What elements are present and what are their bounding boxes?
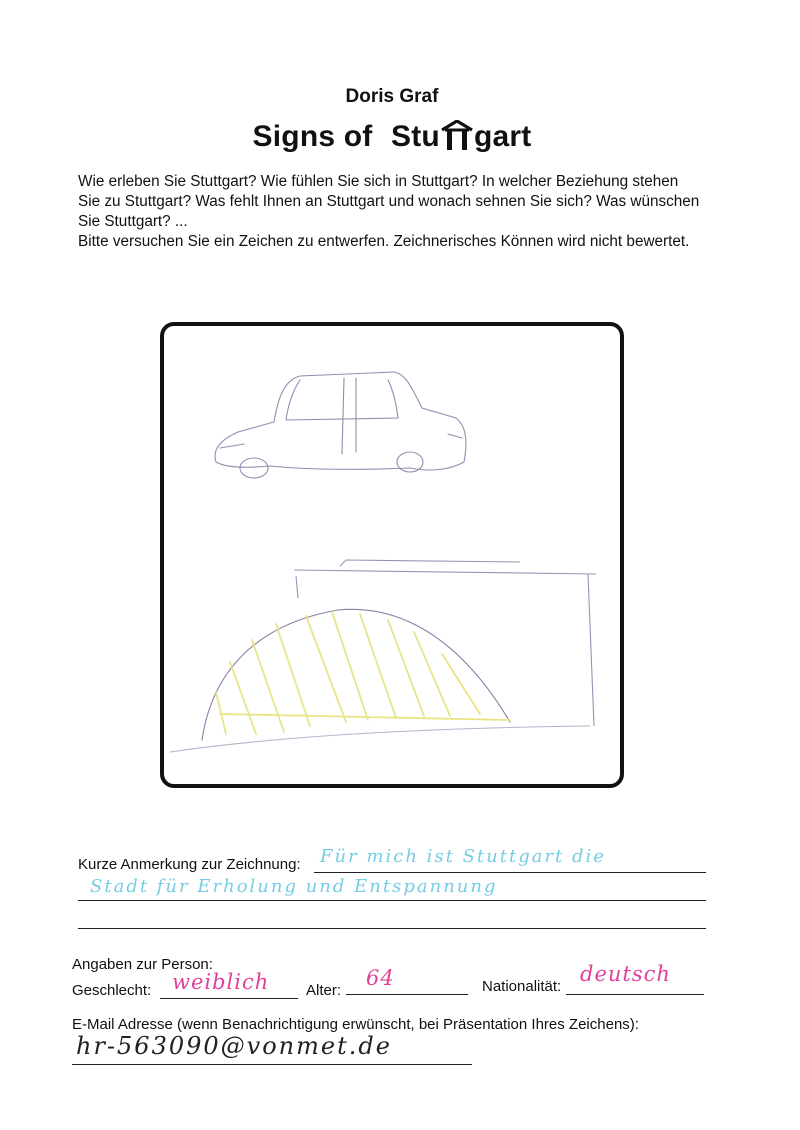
email-label: E-Mail Adresse (wenn Benachrichtigung erwünscht, bei Präsentation Ihres Zeichens): — [72, 1016, 639, 1033]
gender-label: Geschlecht: — [72, 982, 152, 999]
drawing-sketch — [160, 322, 624, 788]
author-name: Doris Graf — [345, 86, 439, 107]
comment-text-2: Stadt für Erholung und Entspannung — [90, 876, 498, 897]
comment-line-2[interactable] — [78, 900, 706, 901]
nationality-value: deutsch — [580, 962, 671, 986]
page-title — [0, 120, 784, 154]
drawing-frame — [160, 322, 624, 788]
email-value: hr-563090@vonmet.de — [76, 1032, 392, 1060]
comment-line-1[interactable] — [314, 872, 706, 873]
email-field[interactable] — [72, 1064, 472, 1065]
intro-line: Bitte versuchen Sie ein Zeichen zu entwerfen. Zeichnerisches Können wird nicht bewertet. — [78, 233, 690, 250]
title-part-1: Stu — [391, 120, 440, 153]
comment-text-1: Für mich ist Stuttgart die — [320, 846, 606, 867]
intro-line: Sie zu Stuttgart? Was fehlt Ihnen an Stuttgart und wonach sehnen Sie sich? Was wünschen — [78, 193, 700, 210]
tv-tower-logo-icon — [440, 120, 474, 150]
person-section-label: Angaben zur Person: — [72, 956, 213, 973]
hill-sketch — [170, 609, 590, 752]
intro-text — [78, 172, 718, 252]
age-field[interactable] — [346, 994, 468, 995]
title-part-2: gart — [473, 120, 532, 153]
nationality-label: Nationalität: — [482, 978, 562, 995]
nationality-field[interactable] — [566, 994, 704, 995]
bridge-sketch — [294, 560, 596, 726]
gender-value: weiblich — [172, 970, 270, 994]
comment-label: Kurze Anmerkung zur Zeichnung: — [78, 856, 301, 873]
comment-line-3[interactable] — [78, 928, 706, 929]
car-sketch — [215, 372, 466, 478]
age-value: 64 — [366, 966, 395, 990]
intro-line: Sie Stuttgart? ... — [78, 213, 188, 230]
intro-line: Wie erleben Sie Stuttgart? Wie fühlen Sie sich in Stuttgart? In welcher Beziehung stehen — [78, 173, 679, 190]
age-label: Alter: — [306, 982, 342, 999]
gender-field[interactable] — [160, 998, 298, 999]
title-prefix: Signs of — [252, 120, 373, 153]
